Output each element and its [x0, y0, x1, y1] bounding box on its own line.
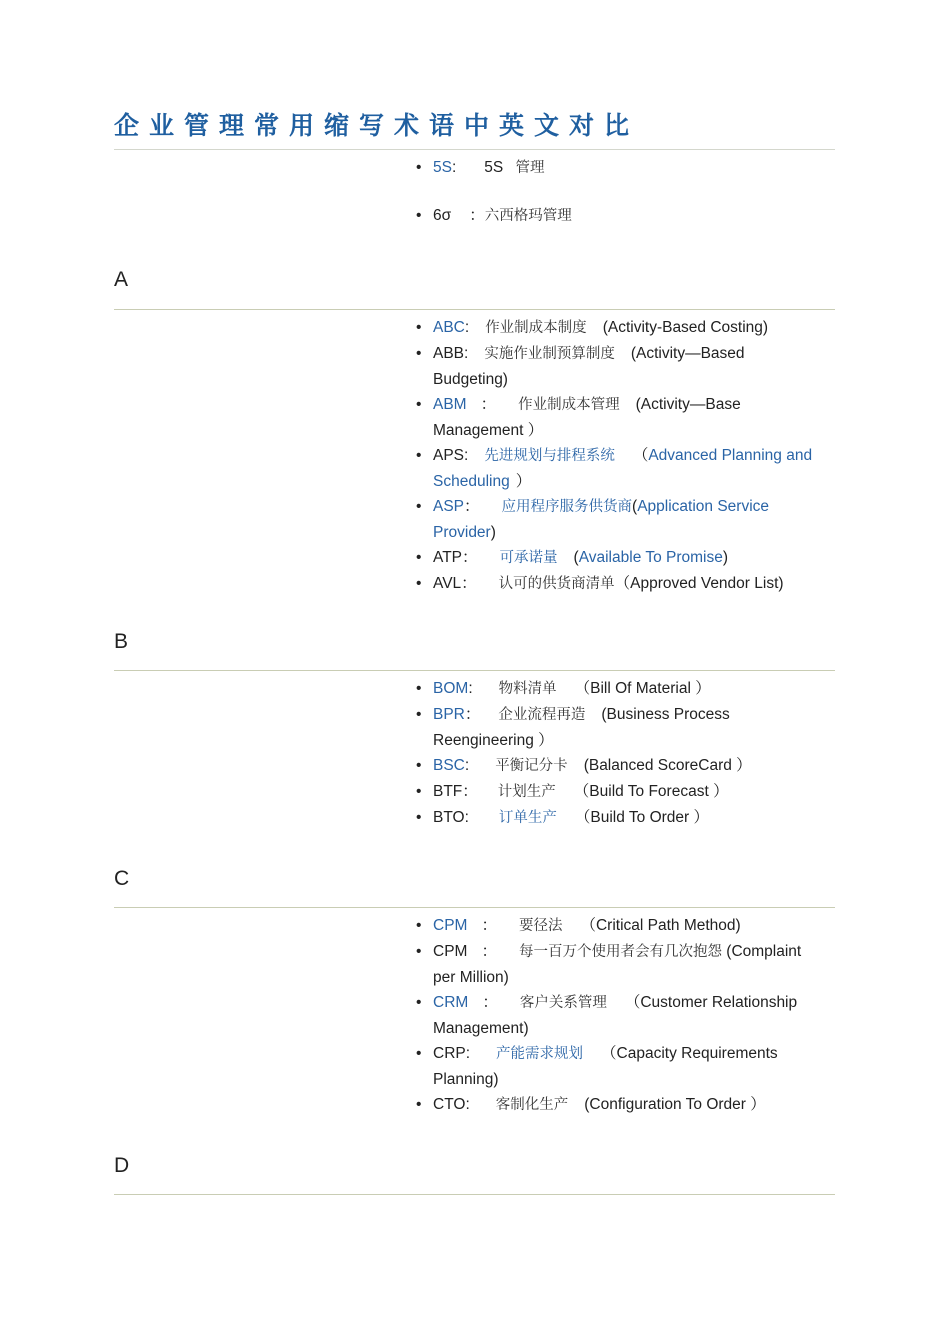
term-english-link[interactable]: Advanced Planning and Scheduling: [433, 447, 813, 490]
term-abbr: CTO: [433, 1096, 466, 1113]
term-separator: :: [465, 1045, 471, 1062]
section-heading-c: C: [114, 867, 130, 890]
term-chinese: 要径法: [518, 918, 563, 934]
list-item: [414, 779, 819, 805]
term-english: (Balanced ScoreCard ）: [583, 757, 752, 774]
list-item: [414, 571, 819, 597]
list-item: [414, 990, 819, 1041]
term-separator: ：: [481, 943, 497, 960]
term-separator: :: [468, 680, 473, 697]
term-separator: :: [464, 447, 469, 464]
term-english: (Activity—Base Management ）: [433, 396, 741, 439]
term-english: (Business Process Reengineering ）: [433, 706, 730, 749]
term-chinese: 作业制成本管理: [518, 397, 620, 413]
term-link[interactable]: CRM: [433, 994, 469, 1011]
list-item: [414, 939, 819, 990]
page-title: 企业管理常用缩写术语中英文对比: [114, 111, 640, 140]
paren-close: ): [490, 524, 496, 541]
term-separator: :: [451, 159, 457, 176]
section-list-c: [414, 913, 819, 1118]
term-link[interactable]: ABC: [433, 319, 465, 336]
title-divider: [114, 149, 835, 150]
term-separator: ：: [482, 994, 498, 1011]
list-item: [414, 1041, 819, 1092]
term-abbr: AVL: [433, 575, 462, 592]
term-chinese-link[interactable]: 订单生产: [498, 810, 557, 826]
term-link[interactable]: ASP: [433, 498, 465, 515]
term-chinese: 六西格玛管理: [484, 208, 572, 224]
term-chinese: 作业制成本制度: [485, 320, 587, 336]
term-abbr: BTO: [433, 809, 465, 826]
term-chinese-link[interactable]: 产能需求规划: [496, 1046, 584, 1062]
term-separator: ：: [464, 706, 481, 723]
section-divider: [114, 670, 835, 671]
term-english: (Activity—Based Budgeting): [433, 345, 745, 388]
term-separator: ：: [462, 549, 478, 566]
list-item: [414, 805, 819, 831]
term-chinese-link[interactable]: 应用程序服务供货商: [501, 499, 633, 515]
term-link[interactable]: BPR: [433, 706, 465, 723]
term-separator: ：: [480, 396, 497, 413]
term-link[interactable]: ABM: [433, 396, 467, 413]
term-chinese: 认可的供货商清单: [498, 576, 615, 592]
paren-close: ): [722, 549, 729, 566]
term-abbr: CPM: [433, 943, 468, 960]
list-item: [414, 203, 819, 229]
section-heading-d: D: [114, 1154, 130, 1177]
section-heading-b: B: [114, 630, 129, 653]
term-description: 5S 管理: [484, 159, 545, 176]
term-abbr: CRP: [433, 1045, 466, 1062]
list-item: [414, 702, 819, 753]
term-separator: ：: [462, 783, 478, 800]
term-link[interactable]: BOM: [433, 680, 469, 697]
term-chinese: 平衡记分卡: [495, 758, 568, 774]
term-english: (Configuration To Order ）: [584, 1096, 766, 1113]
term-abbr: 6σ: [433, 207, 452, 224]
term-chinese-link[interactable]: 可承诺量: [499, 550, 558, 566]
term-separator: :: [465, 1096, 470, 1113]
term-separator: ：: [464, 498, 480, 515]
list-item: [414, 545, 819, 571]
list-item: [414, 753, 819, 779]
term-chinese: 物料清单: [498, 681, 557, 697]
term-english: （Customer Relationship Management): [433, 994, 798, 1037]
term-chinese: 客户关系管理: [519, 995, 607, 1011]
section-list-a: [414, 315, 819, 597]
term-english: （Build To Forecast ）: [573, 783, 729, 800]
term-english: （Critical Path Method): [580, 917, 741, 934]
paren-open: (: [632, 498, 638, 515]
section-heading-a: A: [114, 268, 129, 291]
term-english: （Build To Order ）: [574, 809, 710, 826]
term-english: （Bill Of Material ）: [574, 680, 711, 697]
section-divider: [114, 907, 835, 908]
intro-list: [414, 155, 819, 251]
term-separator: :: [464, 757, 470, 774]
term-separator: ：: [461, 575, 477, 592]
term-link[interactable]: CPM: [433, 917, 468, 934]
section-divider: [114, 309, 835, 310]
list-item: [414, 494, 819, 545]
term-chinese: 客制化生产: [495, 1097, 569, 1113]
term-english: (Activity-Based Costing): [602, 319, 769, 336]
paren-close: ）: [515, 473, 532, 490]
list-item: [414, 155, 819, 181]
term-abbr: ATP: [433, 549, 462, 566]
term-chinese: 计划生产: [497, 784, 556, 800]
term-english: （Approved Vendor List): [614, 575, 784, 592]
term-separator: ：: [469, 207, 485, 224]
term-english-link[interactable]: Available To Promise: [578, 549, 723, 566]
term-chinese: 企业流程再造: [498, 707, 586, 723]
term-english-link[interactable]: Application Service Provider: [433, 498, 770, 541]
term-separator: :: [464, 809, 469, 826]
list-item: [414, 315, 819, 341]
term-link[interactable]: 5S: [433, 159, 452, 176]
term-english: （Capacity Requirements Planning): [433, 1045, 778, 1088]
term-chinese: 每一百万个使用者会有几次抱怨: [518, 944, 722, 960]
term-link[interactable]: BSC: [433, 757, 465, 774]
list-item: [414, 1092, 819, 1118]
term-chinese: 实施作业制预算制度: [484, 346, 615, 362]
paren-open: （: [632, 447, 649, 464]
term-separator: :: [464, 345, 469, 362]
term-separator: :: [464, 319, 470, 336]
paren-open: (: [573, 549, 579, 566]
term-chinese-link[interactable]: 先进规划与排程系统: [484, 448, 615, 464]
term-english: (Complaint per Million): [433, 943, 802, 986]
term-abbr: ABB: [433, 345, 465, 362]
section-divider: [114, 1194, 835, 1195]
section-list-b: [414, 676, 819, 831]
list-item: [414, 676, 819, 702]
term-abbr: APS: [433, 447, 465, 464]
list-item: [414, 443, 819, 494]
list-item: [414, 392, 819, 443]
list-item: [414, 341, 819, 392]
term-separator: ：: [481, 917, 497, 934]
term-abbr: BTF: [433, 783, 463, 800]
list-item: [414, 913, 819, 939]
